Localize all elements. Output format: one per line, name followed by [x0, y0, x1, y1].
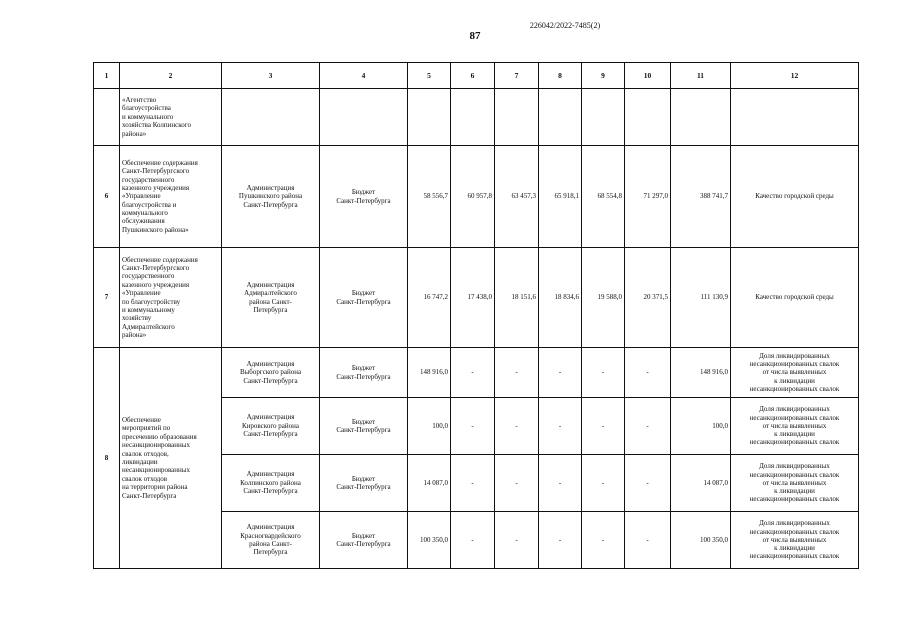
column-header: 6	[451, 63, 495, 89]
amount-col8: -	[539, 398, 582, 455]
amount-col9	[582, 89, 625, 146]
target-indicator: Доля ликвидированных несанкционированных свалок от числа выявленных к ликвидации несанкционированных свалок	[731, 512, 859, 569]
responsible-executor: Администрация Пушкинского района Санкт-Петербурга	[222, 146, 320, 248]
funding-source: Бюджет Санкт-Петербурга	[320, 455, 408, 512]
amount-total: 14 087,0	[671, 455, 731, 512]
funding-source: Бюджет Санкт-Петербурга	[320, 512, 408, 569]
funding-source	[320, 89, 408, 146]
amount-col5: 14 087,0	[408, 455, 451, 512]
amount-col6: -	[451, 512, 495, 569]
column-header: 11	[671, 63, 731, 89]
amount-col8: -	[539, 348, 582, 398]
funding-source: Бюджет Санкт-Петербурга	[320, 348, 408, 398]
funding-source: Бюджет Санкт-Петербурга	[320, 398, 408, 455]
amount-col9: 19 588,0	[582, 248, 625, 348]
column-header-row	[94, 63, 859, 89]
column-header: 8	[539, 63, 582, 89]
document-registration-number: 226042/2022-7485(2)	[529, 21, 601, 30]
amount-col7: -	[495, 512, 539, 569]
amount-col6: -	[451, 398, 495, 455]
activity-name: «Агентство благоустройства и коммунального хозяйства Колпинского района»	[120, 89, 222, 146]
table-row	[94, 248, 859, 348]
table-row	[94, 146, 859, 248]
amount-col9: -	[582, 398, 625, 455]
amount-col10: 20 371,5	[625, 248, 671, 348]
amount-col5: 58 556,7	[408, 146, 451, 248]
column-header: 9	[582, 63, 625, 89]
amount-col9: -	[582, 348, 625, 398]
target-indicator: Качество городской среды	[731, 146, 859, 248]
amount-col8: -	[539, 512, 582, 569]
column-header: 2	[120, 63, 222, 89]
amount-col10: -	[625, 348, 671, 398]
responsible-executor	[222, 89, 320, 146]
amount-total: 111 130,9	[671, 248, 731, 348]
target-indicator: Доля ликвидированных несанкционированных свалок от числа выявленных к ликвидации несанкционированных свалок	[731, 348, 859, 398]
column-header: 1	[94, 63, 120, 89]
target-indicator	[731, 89, 859, 146]
row-number: 7	[94, 248, 120, 348]
amount-col7: -	[495, 398, 539, 455]
amount-col8: 65 918,1	[539, 146, 582, 248]
program-table	[93, 62, 859, 569]
amount-col10	[625, 89, 671, 146]
amount-col7: 63 457,3	[495, 146, 539, 248]
amount-col5: 148 916,0	[408, 348, 451, 398]
table-row	[94, 348, 859, 398]
responsible-executor: Администрация Кировского района Санкт-Петербурга	[222, 398, 320, 455]
amount-col10: -	[625, 455, 671, 512]
amount-col6: 17 438,0	[451, 248, 495, 348]
funding-source: Бюджет Санкт-Петербурга	[320, 146, 408, 248]
target-indicator: Доля ликвидированных несанкционированных свалок от числа выявленных к ликвидации несанкционированных свалок	[731, 455, 859, 512]
amount-col6	[451, 89, 495, 146]
amount-col9: -	[582, 512, 625, 569]
amount-col5: 100 350,0	[408, 512, 451, 569]
target-indicator: Качество городской среды	[731, 248, 859, 348]
amount-col7: 18 151,6	[495, 248, 539, 348]
amount-col8	[539, 89, 582, 146]
amount-total: 388 741,7	[671, 146, 731, 248]
responsible-executor: Администрация Адмиралтейского района Санкт- Петербурга	[222, 248, 320, 348]
activity-name: Обеспечение мероприятий по пресечению образования несанкционированных свалок отходов, ликвидации несанкционированных свалок отходов на территории района Санкт-Петербурга	[120, 348, 222, 569]
table-row	[94, 89, 859, 146]
amount-col10: 71 297,0	[625, 146, 671, 248]
amount-col7: -	[495, 348, 539, 398]
amount-col6: -	[451, 348, 495, 398]
column-header: 4	[320, 63, 408, 89]
activity-name: Обеспечение содержания Санкт-Петербургского государственного казенного учреждения «Управление благоустройства и коммунального обслуживания Пушкинского района»	[120, 146, 222, 248]
amount-col5: 100,0	[408, 398, 451, 455]
amount-col5	[408, 89, 451, 146]
amount-col9: 68 554,8	[582, 146, 625, 248]
amount-col6: 60 957,8	[451, 146, 495, 248]
column-header: 7	[495, 63, 539, 89]
column-header: 10	[625, 63, 671, 89]
amount-col9: -	[582, 455, 625, 512]
amount-col8: 18 834,6	[539, 248, 582, 348]
column-header: 5	[408, 63, 451, 89]
column-header: 3	[222, 63, 320, 89]
amount-total: 100 350,0	[671, 512, 731, 569]
row-number: 6	[94, 146, 120, 248]
target-indicator: Доля ликвидированных несанкционированных свалок от числа выявленных к ликвидации несанкционированных свалок	[731, 398, 859, 455]
amount-col8: -	[539, 455, 582, 512]
amount-col10: -	[625, 398, 671, 455]
row-number: 8	[94, 348, 120, 569]
amount-col6: -	[451, 455, 495, 512]
responsible-executor: Администрация Колпинского района Санкт-Петербурга	[222, 455, 320, 512]
funding-source: Бюджет Санкт-Петербурга	[320, 248, 408, 348]
amount-total	[671, 89, 731, 146]
amount-col7: -	[495, 455, 539, 512]
row-number	[94, 89, 120, 146]
activity-name: Обеспечение содержания Санкт-Петербургского государственного казенного учреждения «Управление по благоустройству и коммунальному хозяйству Адмиралтейского района»	[120, 248, 222, 348]
amount-col5: 16 747,2	[408, 248, 451, 348]
responsible-executor: Администрация Красногвардейского района Санкт- Петербурга	[222, 512, 320, 569]
responsible-executor: Администрация Выборгского района Санкт-Петербурга	[222, 348, 320, 398]
page-number: 87	[469, 30, 481, 42]
amount-col7	[495, 89, 539, 146]
column-header: 12	[731, 63, 859, 89]
amount-total: 100,0	[671, 398, 731, 455]
amount-total: 148 916,0	[671, 348, 731, 398]
amount-col10: -	[625, 512, 671, 569]
